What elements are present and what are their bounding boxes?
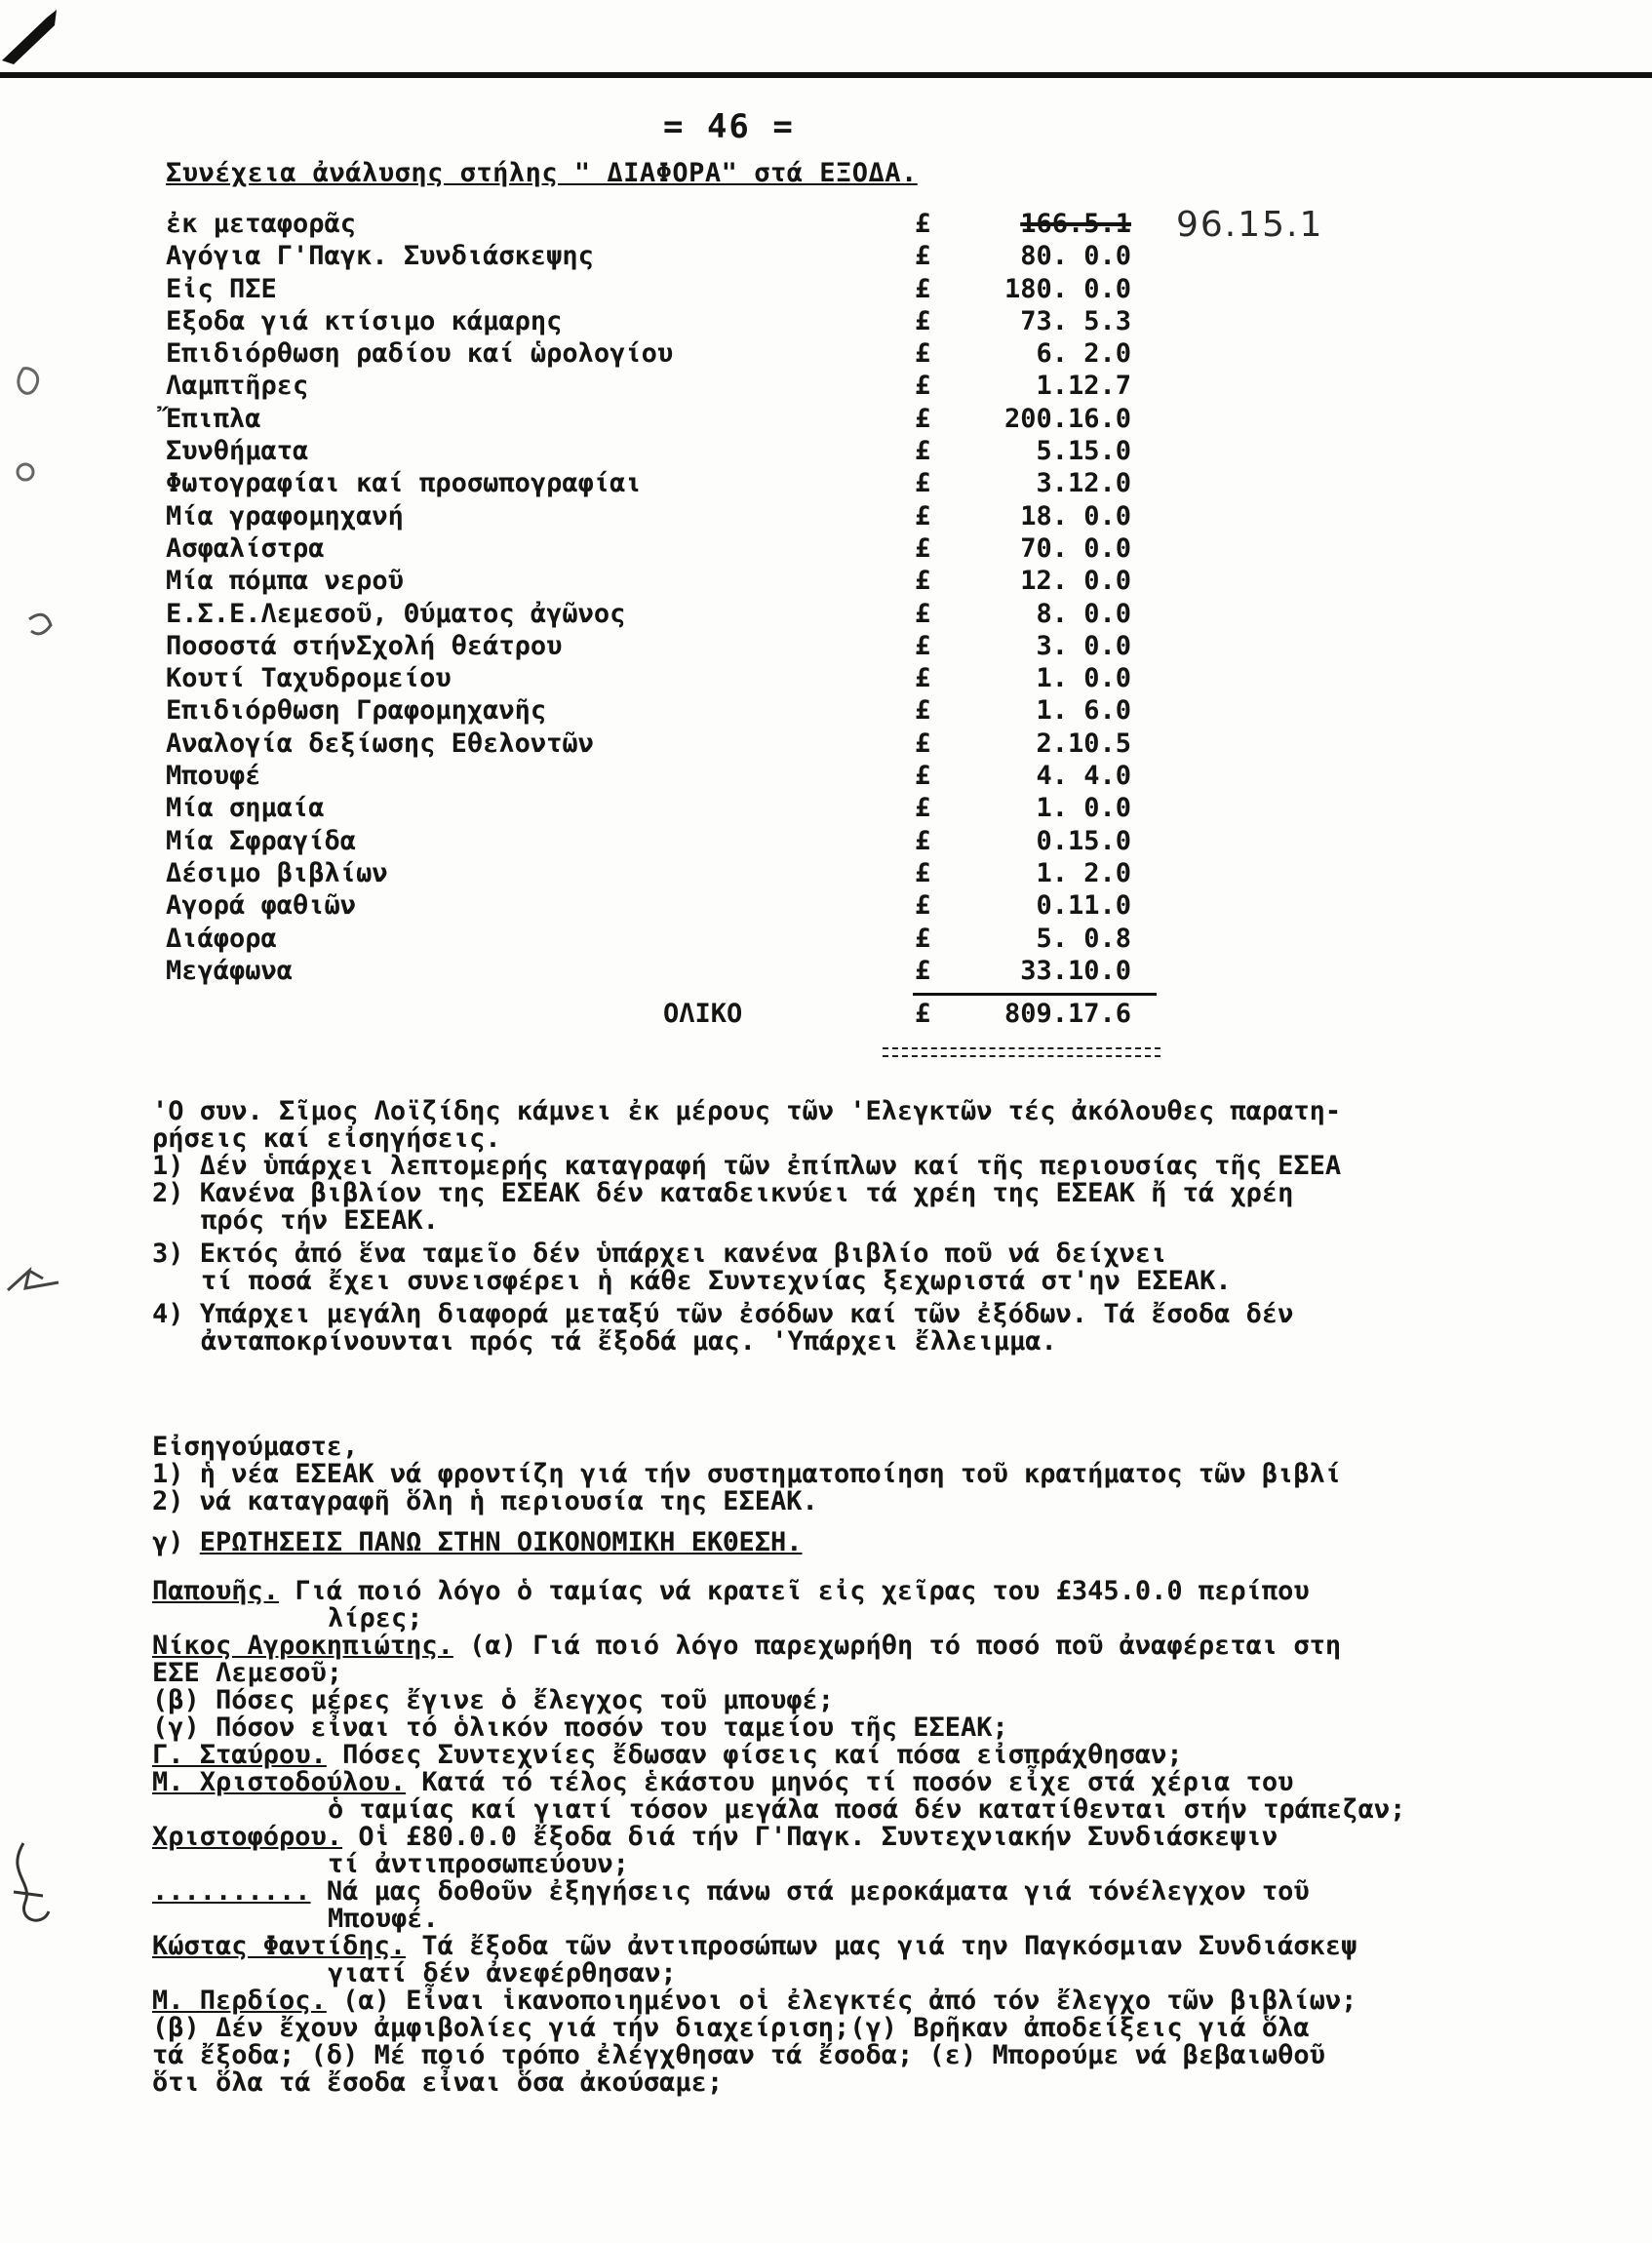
question-speaker: Μ. Χριστοδούλου. [152, 1767, 407, 1797]
expense-currency: £ [915, 728, 931, 759]
remark-4-line-1: 4) Υπάρχει μεγάλη διαφορά μεταξύ τῶν ἐσόδων καί τῶν ἐξόδων. Τά ἔσοδα δέν [152, 1299, 1294, 1329]
expense-label: Ε.Σ.Ε.Λεμεσοῦ, Θύματος ἀγῶνος [166, 598, 626, 629]
margin-mark-1 [6, 359, 64, 417]
recommendations-heading: Εἰσηγούμαστε, [152, 1432, 359, 1462]
question-line [152, 1578, 1644, 1605]
expense-label: Μεγάφωνα [166, 955, 294, 986]
question-text: Κατά τό τέλος ἑκάστου μηνός τί ποσόν εἶχε στά χέρια του [421, 1767, 1294, 1797]
recommendations [152, 1434, 1644, 1515]
expense-row [166, 468, 1200, 500]
expense-currency: £ [915, 566, 931, 597]
question-text: ὁ ταμίας καί γιατί τόσον μεγάλα ποσά δέν κατατίθενται στήν τράπεζαν; [328, 1794, 1406, 1825]
expense-amount: 5.15.0 [1036, 436, 1131, 467]
expense-amount: 166.5.1 [1020, 209, 1131, 239]
questions-heading-text: ΕΡΩΤΗΣΕΙΣ ΠΑΝΩ ΣΤΗΝ ΟΙΚΟΝΟΜΙΚΗ ΕΚΘΕΣΗ. [199, 1527, 803, 1557]
expense-row [166, 274, 1200, 306]
expense-label: Μία γραφομηχανή [166, 500, 404, 531]
remarks-intro-line-1: 'Ο συν. Σῖμος Λοϊζίδης κάμνει ἐκ μέρους τῶν 'Ελεγκτῶν τές ἀκόλουθες παρατη- [152, 1096, 1342, 1126]
expense-label: Επιδιόρθωση ραδίου καί ὡρολογίου [166, 338, 674, 370]
expense-label: Λαμπτῆρες [166, 371, 309, 402]
question-line [152, 2015, 1644, 2042]
question-text: Οἱ £80.0.0 ἔξοδα διά τήν Γ'Παγκ. Συντεχνιακήν Συνδιάσκεψιν [358, 1822, 1278, 1852]
expense-row [166, 890, 1200, 923]
expense-row [166, 631, 1200, 663]
expense-currency: £ [915, 403, 931, 434]
expense-amount: 8. 0.0 [1036, 598, 1131, 629]
expense-amount: 180. 0.0 [1003, 273, 1131, 304]
expense-currency: £ [915, 436, 931, 467]
expense-row [166, 599, 1200, 631]
expense-label: Επιδιόρθωση Γραφομηχανῆς [166, 695, 547, 727]
total-amount: 809.17.6 [1003, 999, 1131, 1029]
question-text: Πόσες Συντεχνίες ἔδωσαν φίσεις καί πόσα εἰσπράχθησαν; [342, 1740, 1183, 1770]
question-speaker: Μ. Περδίος. [152, 1986, 327, 2016]
expense-row [166, 209, 1200, 241]
remark-3-line-1: 3) Εκτός ἀπό ἕνα ταμεῖο δέν ὑπάρχει κανένα βιβλίο ποῦ νά δείχνει [152, 1239, 1167, 1269]
expense-amount: 6. 2.0 [1036, 338, 1131, 370]
question-text: (α) Γιά ποιό λόγο παρεχωρήθη τό ποσό ποῦ ἀναφέρεται στη [469, 1631, 1342, 1661]
expense-label: ἐκ μεταφορᾶς [166, 209, 357, 239]
question-line [152, 1714, 1644, 1742]
expense-row [166, 241, 1200, 273]
questions-list [152, 1578, 1644, 2097]
expense-label: Μία Σφραγίδα [166, 825, 357, 856]
auditor-remarks [152, 1098, 1644, 1356]
expense-currency: £ [915, 630, 931, 661]
question-speaker: Χριστοφόρου. [152, 1822, 343, 1852]
question-line [152, 1660, 1644, 1687]
margin-mark-2 [6, 449, 64, 507]
question-text: (β) Πόσες μέρες ἔγινε ὁ ἔλεγχος τοῦ μπουφέ; [152, 1685, 834, 1715]
expense-currency: £ [915, 857, 931, 888]
expense-currency: £ [915, 338, 931, 370]
expense-row [166, 695, 1200, 728]
expense-label: Μία σημαία [166, 793, 325, 824]
total-double-rule [883, 1047, 1160, 1057]
question-text: τά ἔξοδα; (δ) Μέ ποιό τρόπο ἐλέγχθησαν τά ἔσοδα; (ε) Μπορούμε νά βεβαιωθοῦ [152, 2040, 1325, 2070]
top-divider-rule [0, 72, 1652, 78]
question-line [152, 1851, 1644, 1878]
expense-amount: 1. 6.0 [1036, 695, 1131, 727]
expense-label: Δέσιμο βιβλίων [166, 857, 388, 888]
expense-label: Μπουφέ [166, 761, 261, 792]
expense-amount: 200.16.0 [1003, 403, 1131, 434]
page-number: = 46 = [663, 107, 795, 146]
expense-row [166, 663, 1200, 695]
question-text: Τά ἔξοδα τῶν ἀντιπροσώπων μας γιά την Παγκόσμιαν Συνδιάσκεψ [421, 1931, 1357, 1961]
question-speaker: Νίκος Αγροκηπιώτης. [152, 1631, 453, 1661]
section-heading: Συνέχεια ἀνάλυσης στήλης " ΔΙΑΦΟΡΑ" στά ΕΞΟΔΑ. [166, 158, 918, 188]
expense-currency: £ [915, 371, 931, 402]
expense-currency: £ [915, 598, 931, 629]
expense-amount: 3.12.0 [1036, 468, 1131, 499]
expense-label: Αναλογία δεξίωσης Εθελοντῶν [166, 728, 594, 759]
expense-label: Μία πόμπα νεροῦ [166, 566, 404, 597]
expense-label: Εξοδα γιά κτίσιμο κάμαρης [166, 305, 563, 336]
expense-currency: £ [915, 305, 931, 336]
question-line [152, 2042, 1644, 2069]
expense-label: Αγόγια Γ'Παγκ. Συνδιάσκεψης [166, 241, 594, 272]
question-line [152, 1824, 1644, 1851]
expense-amount: 4. 4.0 [1036, 761, 1131, 792]
margin-mark-4 [0, 1253, 88, 1312]
expense-amount: 33.10.0 [1020, 955, 1131, 986]
expense-row [166, 306, 1200, 338]
expense-amount: 1. 0.0 [1036, 663, 1131, 694]
margin-mark-3 [20, 600, 78, 658]
expense-currency: £ [915, 955, 931, 986]
total-label: ΟΛΙΚΟ [663, 999, 743, 1029]
question-text: Νά μας δοθοῦν ἐξηγήσεις πάνω στά μεροκάματα γιά τόνέλεγχον τοῦ [326, 1876, 1310, 1907]
expense-label: Ποσοστά στήνΣχολή θεάτρου [166, 630, 563, 661]
expense-amount: 18. 0.0 [1020, 500, 1131, 531]
remark-4-line-2: ἀνταποκρίνουνται πρός τά ἔξοδά μας. 'Υπάρχει ἔλλειμμα. [201, 1326, 1057, 1357]
expense-label: Ασφαλίστρα [166, 532, 325, 564]
question-speaker: Γ. Σταύρου. [152, 1740, 327, 1770]
corner-scan-mark [0, 0, 88, 68]
question-speaker: Κώστας Φαντίδης. [152, 1931, 407, 1961]
margin-mark-5 [4, 1833, 62, 1950]
question-line [152, 1796, 1644, 1824]
total-row [166, 999, 1200, 1032]
expense-currency: £ [915, 532, 931, 564]
expense-currency: £ [915, 468, 931, 499]
sum-underline [913, 993, 1157, 996]
expense-amount: 12. 0.0 [1020, 566, 1131, 597]
expense-currency: £ [915, 793, 931, 824]
expense-label: Ἔπιπλα [166, 403, 261, 434]
question-text: λίρες; [328, 1603, 423, 1633]
expense-row [166, 728, 1200, 761]
expense-label: Κουτί Ταχυδρομείου [166, 663, 452, 694]
expense-amount: 73. 5.3 [1020, 305, 1131, 336]
expense-row [166, 761, 1200, 793]
question-line [152, 1687, 1644, 1714]
expense-row [166, 566, 1200, 598]
question-line [152, 1769, 1644, 1796]
expense-row [166, 826, 1200, 858]
expense-label: Διάφορα [166, 923, 277, 954]
expense-items-list [166, 209, 1200, 988]
expense-row [166, 501, 1200, 533]
expense-amount: 0.15.0 [1036, 825, 1131, 856]
expense-row [166, 338, 1200, 371]
expense-currency: £ [915, 890, 931, 922]
expense-amount: 1.12.7 [1036, 371, 1131, 402]
total-currency: £ [915, 999, 931, 1029]
handwritten-carried-amount: 96.15.1 [1176, 205, 1324, 245]
expense-currency: £ [915, 663, 931, 694]
question-text: τί ἀντιπροσωπεύουν; [328, 1849, 629, 1879]
expense-amount: 2.10.5 [1036, 728, 1131, 759]
question-text: ΕΣΕ Λεμεσοῦ; [152, 1658, 343, 1688]
expense-row [166, 956, 1200, 988]
expense-currency: £ [915, 209, 931, 239]
remark-3-line-2: τί ποσά ἔχει συνεισφέρει ἡ κάθε Συντεχνίας ξεχωριστά στ'ην ΕΣΕΑΚ. [201, 1266, 1232, 1296]
expense-row [166, 793, 1200, 825]
expense-currency: £ [915, 825, 931, 856]
expense-label: Αγορά φαθιῶν [166, 890, 357, 922]
question-line [152, 1605, 1644, 1633]
expense-row [166, 924, 1200, 956]
expense-currency: £ [915, 761, 931, 792]
question-line [152, 1960, 1644, 1987]
questions-heading-prefix: γ) [152, 1527, 184, 1557]
question-speaker: .......... [152, 1876, 311, 1907]
question-line [152, 1906, 1644, 1933]
question-line [152, 1633, 1644, 1660]
expense-amount: 1. 2.0 [1036, 857, 1131, 888]
expense-amount: 80. 0.0 [1020, 241, 1131, 272]
remark-2-line-1: 2) Κανένα βιβλίον της ΕΣΕΑΚ δέν καταδεικνύει τά χρέη της ΕΣΕΑΚ ἤ τά χρέη [152, 1178, 1294, 1208]
expense-currency: £ [915, 923, 931, 954]
expense-row [166, 436, 1200, 468]
question-speaker: Παπουῆς. [152, 1576, 280, 1606]
expense-label: Εἰς ΠΣΕ [166, 273, 277, 304]
question-text: γιατί δέν ἀνεφέρθησαν; [328, 1958, 677, 1988]
question-line [152, 2069, 1644, 2097]
expense-amount: 3. 0.0 [1036, 630, 1131, 661]
remark-2-line-2: πρός τήν ΕΣΕΑΚ. [201, 1205, 439, 1236]
question-text: (β) Δέν ἔχουν ἀμφιβολίες γιά τήν διαχείριση;(γ) Βρῆκαν ἀποδείξεις γιά ὅλα [152, 2013, 1310, 2043]
question-text: ὅτι ὅλα τά ἔσοδα εἶναι ὅσα ἀκούσαμε; [152, 2067, 724, 2098]
question-text: (γ) Πόσον εἶναι τό ὁλικόν ποσόν του ταμείου τῆς ΕΣΕΑΚ; [152, 1712, 1008, 1743]
question-text: Μπουφέ. [328, 1904, 439, 1934]
question-line [152, 1742, 1644, 1769]
question-text: Γιά ποιό λόγο ὁ ταμίας νά κρατεῖ εἰς χεῖρας του £345.0.0 περίπου [295, 1576, 1310, 1606]
expense-row [166, 404, 1200, 436]
expense-amount: 1. 0.0 [1036, 793, 1131, 824]
question-line [152, 1933, 1644, 1960]
expense-label: Φωτογραφίαι καί προσωπογραφίαι [166, 468, 642, 499]
remark-1-line-1: 1) Δέν ὑπάρχει λεπτομερής καταγραφή τῶν ἐπίπλων καί τῆς περιουσίας τῆς ΕΣΕΑ [152, 1151, 1342, 1181]
question-text: (α) Εἶναι ἱκανοποιημένοι οἱ ἐλεγκτές ἀπό τόν ἔλεγχο τῶν βιβλίων; [342, 1986, 1357, 2016]
question-line [152, 1878, 1644, 1906]
expense-amount: 5. 0.8 [1036, 923, 1131, 954]
remarks-intro-line-2: ρήσεις καί εἰσηγήσεις. [152, 1123, 501, 1154]
expense-currency: £ [915, 695, 931, 727]
recommendation-2: 2) νά καταγραφῆ ὅλη ἡ περιουσία της ΕΣΕΑΚ. [152, 1486, 818, 1516]
expense-amount: 70. 0.0 [1020, 532, 1131, 564]
expense-label: Συνθήματα [166, 436, 309, 467]
questions-heading [152, 1529, 1644, 1556]
expense-amount: 0.11.0 [1036, 890, 1131, 922]
expense-currency: £ [915, 273, 931, 304]
expense-row [166, 371, 1200, 403]
expense-row [166, 858, 1200, 890]
expense-currency: £ [915, 241, 931, 272]
question-line [152, 1987, 1644, 2015]
recommendation-1: 1) ἡ νέα ΕΣΕΑΚ νά φροντίζη γιά τήν συστηματοποίηση τοῦ κρατήματος τῶν βιβλί [152, 1459, 1342, 1489]
expense-currency: £ [915, 500, 931, 531]
expense-row [166, 533, 1200, 566]
